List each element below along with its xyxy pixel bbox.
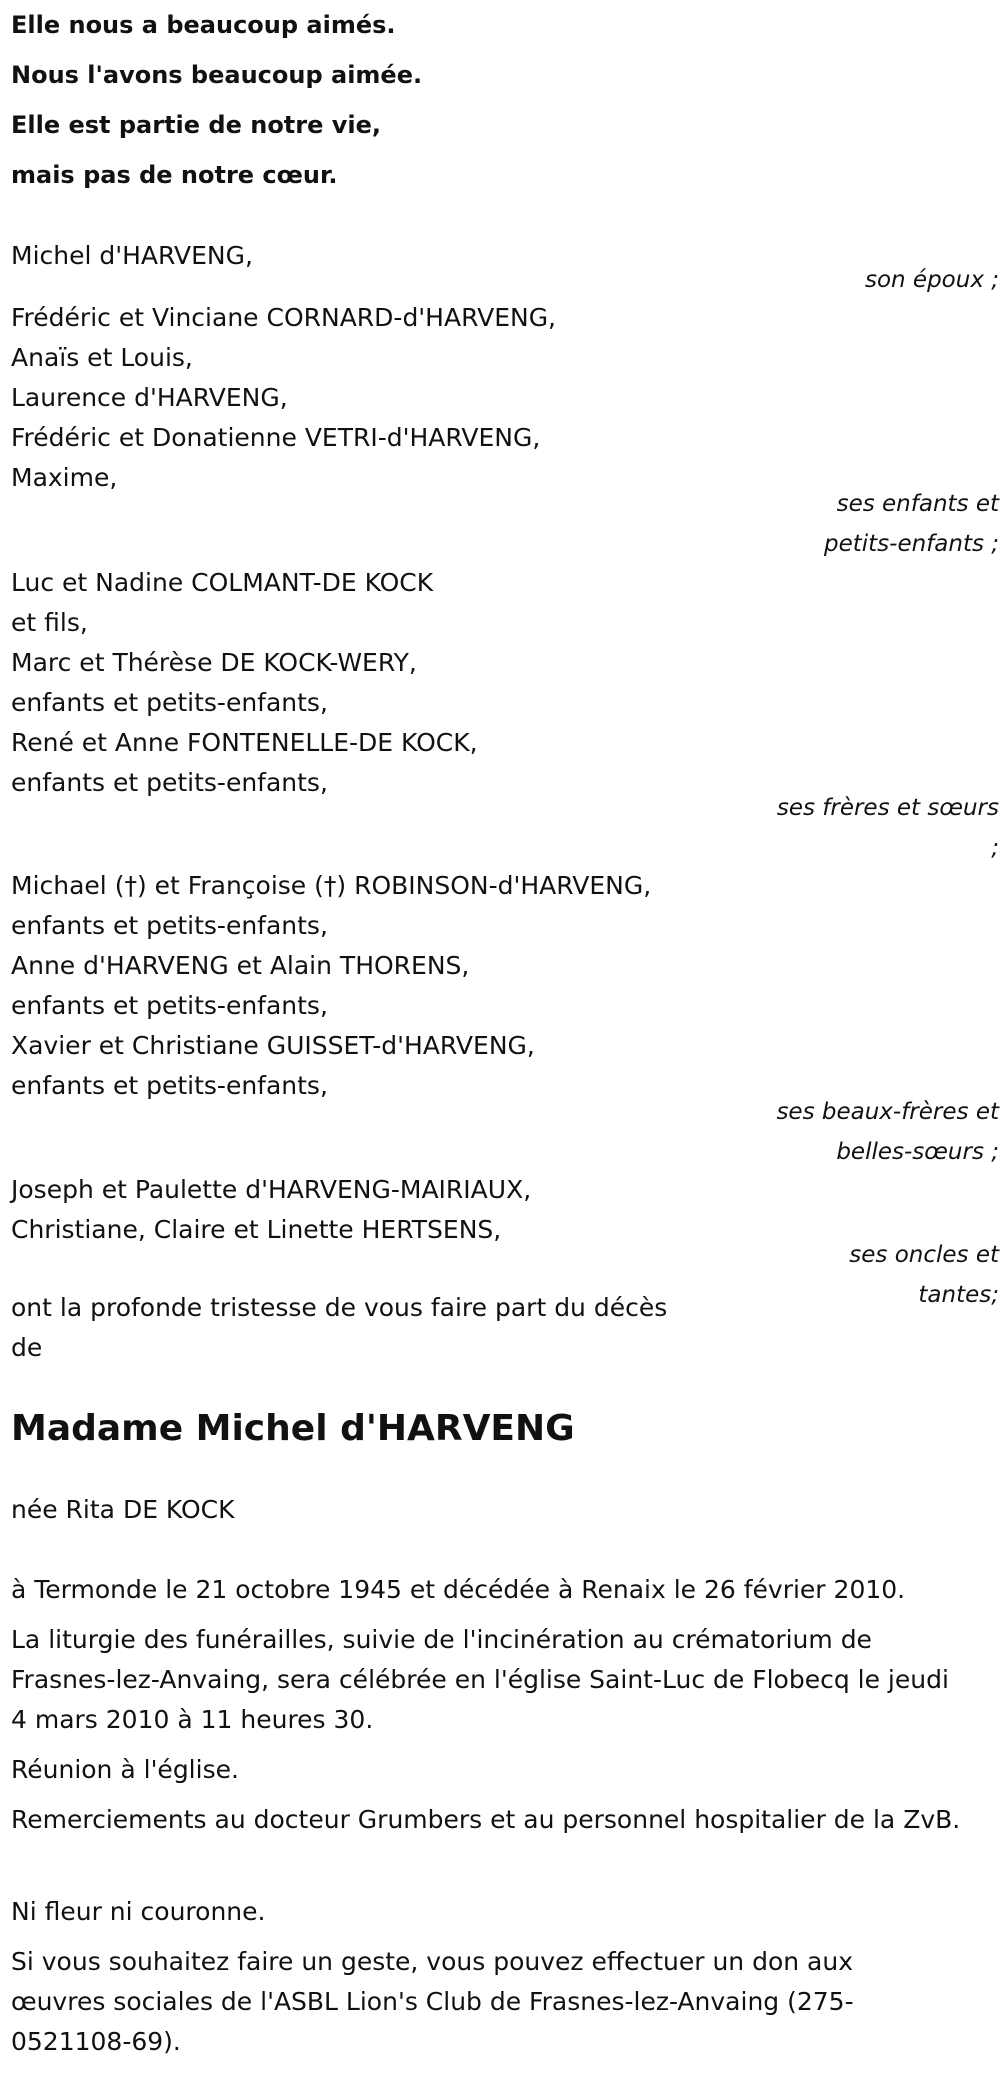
family-line: Marc et Thérèse DE KOCK-WERY,	[11, 648, 417, 677]
family-line: Frédéric et Donatienne VETRI-d'HARVENG,	[11, 423, 541, 452]
relation-line: tantes;	[918, 1282, 999, 1308]
family-line: et fils,	[11, 608, 88, 637]
family-group-children	[11, 298, 556, 498]
family-group-uncles-aunts	[11, 1170, 531, 1250]
family-group-in-laws	[11, 866, 651, 1106]
relation-line: belles-sœurs ;	[836, 1139, 999, 1165]
thanks-note: Remerciements au docteur Grumbers et au personnel hospitalier de la ZvB.	[11, 1805, 961, 1834]
family-line: Michael (†) et Françoise (†) ROBINSON-d'HARVENG,	[11, 871, 652, 900]
family-line: enfants et petits-enfants,	[11, 911, 328, 940]
verse-line: Elle est partie de notre vie,	[11, 111, 382, 139]
deceased-name: Madame Michel d'HARVENG	[11, 1408, 575, 1449]
relation-label-children	[824, 484, 999, 564]
family-line: Michel d'HARVENG,	[11, 241, 253, 270]
no-flowers-note: Ni fleur ni couronne.	[11, 1897, 266, 1926]
opening-verse	[11, 0, 422, 200]
family-line: Laurence d'HARVENG,	[11, 383, 288, 412]
relation-line: ses enfants et	[836, 491, 999, 517]
family-line: enfants et petits-enfants,	[11, 991, 328, 1020]
maiden-name: née Rita DE KOCK	[11, 1495, 235, 1524]
verse-line: Elle nous a beaucoup aimés.	[11, 11, 396, 39]
donation-note: Si vous souhaitez faire un geste, vous pouvez effectuer un don aux œuvres sociales de l'ASBL Lion's Club de Frasnes-lez-Anvaing (275-0521108-69).	[11, 1947, 854, 2056]
family-line: enfants et petits-enfants,	[11, 768, 328, 797]
relation-label-siblings	[777, 788, 999, 868]
family-group-siblings	[11, 563, 478, 803]
relation-line: ses oncles et	[849, 1242, 999, 1268]
family-line: Anne d'HARVENG et Alain THORENS,	[11, 951, 470, 980]
relation-line: son époux ;	[864, 267, 999, 293]
relation-line: ;	[991, 835, 999, 861]
funeral-details: La liturgie des funérailles, suivie de l'incinération au crématorium de Frasnes-lez-Anvaing, sera célébrée en l'église Saint-Luc de Flobecq le jeudi 4 mars 2010 à 11 heures 30.	[11, 1625, 949, 1734]
relation-line: ses beaux-frères et	[776, 1099, 999, 1125]
verse-line: Nous l'avons beaucoup aimée.	[11, 61, 423, 89]
family-line: Xavier et Christiane GUISSET-d'HARVENG,	[11, 1031, 535, 1060]
family-line: enfants et petits-enfants,	[11, 688, 328, 717]
gathering-note: Réunion à l'église.	[11, 1755, 239, 1784]
family-group-spouse	[11, 236, 253, 276]
announcement	[11, 1288, 667, 1368]
family-line: René et Anne FONTENELLE-DE KOCK,	[11, 728, 478, 757]
relation-label-in-laws	[776, 1092, 999, 1172]
relation-line: petits-enfants ;	[823, 531, 999, 557]
verse-line: mais pas de notre cœur.	[11, 161, 338, 189]
family-line: Christiane, Claire et Linette HERTSENS,	[11, 1215, 502, 1244]
relation-label-uncles-aunts	[849, 1235, 999, 1315]
announcement-line: de	[11, 1333, 43, 1362]
family-line: Maxime,	[11, 463, 118, 492]
relation-label-spouse	[865, 260, 999, 300]
family-line: Frédéric et Vinciane CORNARD-d'HARVENG,	[11, 303, 557, 332]
family-line: Luc et Nadine COLMANT-DE KOCK	[11, 568, 434, 597]
family-line: Anaïs et Louis,	[11, 343, 193, 372]
birth-death-details: à Termonde le 21 octobre 1945 et décédée à Renaix le 26 février 2010.	[11, 1575, 906, 1604]
announcement-line: ont la profonde tristesse de vous faire part du décès	[11, 1293, 668, 1322]
family-line: Joseph et Paulette d'HARVENG-MAIRIAUX,	[11, 1175, 532, 1204]
relation-line: ses frères et sœurs	[776, 795, 999, 821]
family-line: enfants et petits-enfants,	[11, 1071, 328, 1100]
